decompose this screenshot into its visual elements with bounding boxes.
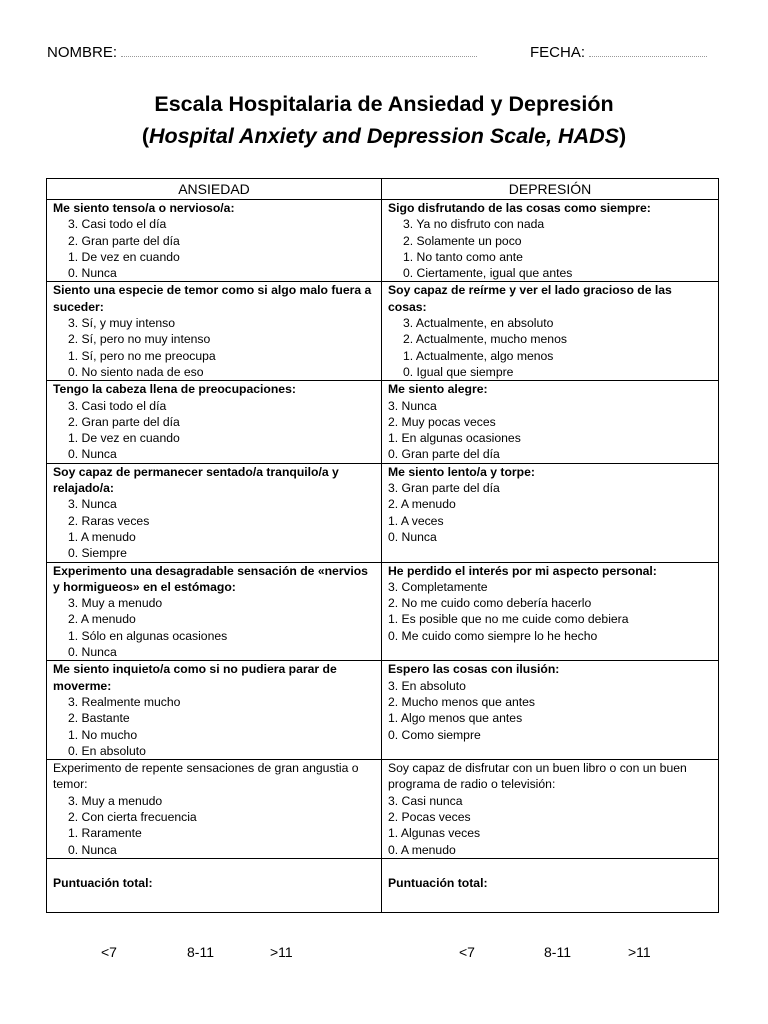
item-cell-anxiety <box>47 200 382 282</box>
item-cell-anxiety <box>47 661 382 760</box>
answer-option[interactable]: 0. Ciertamente, igual que antes <box>403 266 573 281</box>
answer-option[interactable]: 1. A veces <box>388 513 444 528</box>
range-low-anxiety: <7 <box>101 944 117 960</box>
table-row <box>47 562 719 661</box>
answer-option[interactable]: 2. No me cuido como debería hacerlo <box>388 596 592 611</box>
item-cell-anxiety <box>47 381 382 463</box>
page-subtitle: (Hospital Anxiety and Depression Scale, HADS) <box>141 124 627 148</box>
answer-option[interactable]: 2. Actualmente, mucho menos <box>403 332 567 347</box>
item-cell-depression <box>382 562 719 661</box>
answer-option[interactable]: 3. Gran parte del día <box>388 481 500 496</box>
question-text: Soy capaz de disfrutar con un buen libro o con un buen programa de radio o televisión: <box>388 761 687 792</box>
item-cell-anxiety <box>47 463 382 562</box>
answer-option[interactable]: 1. No tanto como ante <box>403 249 523 264</box>
answer-option[interactable]: 3. En absoluto <box>388 678 466 693</box>
answer-option[interactable]: 0. Nunca <box>68 447 117 462</box>
answer-option[interactable]: 3. Actualmente, en absoluto <box>403 316 554 331</box>
answer-option[interactable]: 1. Algunas veces <box>388 826 481 841</box>
col-header-depression: DEPRESIÓN <box>382 179 719 200</box>
range-high-anxiety: >11 <box>270 944 293 960</box>
answer-option[interactable]: 0. Nunca <box>68 842 117 857</box>
question-text: Sigo disfrutando de las cosas como siempre: <box>388 201 651 215</box>
answer-option[interactable]: 3. Ya no disfruto con nada <box>403 217 545 232</box>
range-high-depression: >11 <box>628 944 651 960</box>
question-text: Me siento alegre: <box>388 382 488 397</box>
answer-option[interactable]: 2. Muy pocas veces <box>388 414 496 429</box>
answer-option[interactable]: 0. Nunca <box>388 529 437 544</box>
answer-option[interactable]: 3. Nunca <box>68 497 117 512</box>
question-text: Experimento una desagradable sensación de «nervios y hormigueos» en el estómago: <box>53 563 368 594</box>
name-label: NOMBRE: <box>47 44 118 61</box>
question-text: Experimento de repente sensaciones de gran angustia o temor: <box>53 761 359 792</box>
question-text: Soy capaz de reírme y ver el lado gracioso de las cosas: <box>388 283 672 314</box>
answer-option[interactable]: 1. En algunas ocasiones <box>388 431 521 446</box>
answer-option[interactable]: 0. Nunca <box>68 645 117 660</box>
answer-option[interactable]: 2. Raras veces <box>68 513 150 528</box>
answer-option[interactable]: 2. Sí, pero no muy intenso <box>68 332 211 347</box>
item-cell-anxiety <box>47 562 382 661</box>
answer-option[interactable]: 3. Realmente mucho <box>68 694 181 709</box>
question-text: He perdido el interés por mi aspecto personal: <box>388 563 657 578</box>
range-mid-depression: 8-11 <box>544 944 571 960</box>
answer-option[interactable]: 0. A menudo <box>388 842 456 857</box>
hads-table <box>46 178 719 913</box>
question-text: Espero las cosas con ilusión: <box>388 662 560 677</box>
name-blank[interactable] <box>121 46 477 57</box>
answer-option[interactable]: 1. A menudo <box>68 529 136 544</box>
answer-option[interactable]: 1. Es posible que no me cuide como debiera <box>388 612 629 627</box>
answer-option[interactable]: 0. En absoluto <box>68 743 146 758</box>
item-cell-depression <box>382 661 719 760</box>
answer-option[interactable]: 2. Pocas veces <box>388 809 471 824</box>
page-title: Escala Hospitalaria de Ansiedad y Depresión <box>154 92 614 116</box>
table-row <box>47 760 719 859</box>
col-header-anxiety: ANSIEDAD <box>47 179 382 200</box>
item-cell-depression <box>382 200 719 282</box>
answer-option[interactable]: 1. Algo menos que antes <box>388 711 523 726</box>
answer-option[interactable]: 2. Bastante <box>68 711 130 726</box>
answer-option[interactable]: 0. Gran parte del día <box>388 447 500 462</box>
date-field <box>530 44 707 61</box>
subtitle-english: Hospital Anxiety and Depression Scale, HADS <box>149 124 619 148</box>
answer-option[interactable]: 3. Nunca <box>388 398 437 413</box>
answer-option[interactable]: 0. Nunca <box>68 266 117 281</box>
date-label: FECHA: <box>530 44 586 61</box>
answer-option[interactable]: 3. Muy a menudo <box>68 793 163 808</box>
answer-option[interactable]: 0. Como siempre <box>388 727 481 742</box>
answer-option[interactable]: 3. Muy a menudo <box>68 596 163 611</box>
item-cell-anxiety <box>47 282 382 381</box>
answer-option[interactable]: 3. Casi todo el día <box>68 398 167 413</box>
date-blank[interactable] <box>589 46 707 57</box>
table-row <box>47 381 719 463</box>
item-cell-depression <box>382 760 719 859</box>
question-text: Siento una especie de temor como si algo malo fuera a suceder: <box>53 283 372 314</box>
total-score-anxiety[interactable] <box>47 858 382 912</box>
total-score-depression[interactable] <box>382 858 719 912</box>
question-text: Soy capaz de permanecer sentado/a tranquilo/a y relajado/a: <box>53 464 339 496</box>
table-row <box>47 200 719 282</box>
answer-option[interactable]: 2. Gran parte del día <box>68 414 180 429</box>
question-text: Me siento inquieto/a como si no pudiera parar de moverme: <box>53 662 337 693</box>
answer-option[interactable]: 1. Actualmente, algo menos <box>403 348 554 363</box>
answer-option[interactable]: 0. Igual que siempre <box>403 364 514 379</box>
total-score-label: Puntuación total: <box>53 875 153 890</box>
question-text: Tengo la cabeza llena de preocupaciones: <box>53 382 296 397</box>
total-score-label: Puntuación total: <box>388 875 488 890</box>
answer-option[interactable]: 2. A menudo <box>388 497 456 512</box>
answer-option[interactable]: 1. De vez en cuando <box>68 431 180 446</box>
answer-option[interactable]: 3. Sí, y muy intenso <box>68 316 176 331</box>
answer-option[interactable]: 1. Raramente <box>68 826 142 841</box>
answer-option[interactable]: 1. No mucho <box>68 727 138 742</box>
table-row <box>47 282 719 381</box>
answer-option[interactable]: 2. Solamente un poco <box>403 233 522 248</box>
item-cell-depression <box>382 463 719 562</box>
range-mid-anxiety: 8-11 <box>187 944 214 960</box>
answer-option[interactable]: 0. Siempre <box>68 546 127 561</box>
answer-option[interactable]: 0. No siento nada de eso <box>68 364 204 379</box>
answer-option[interactable]: 1. Sí, pero no me preocupa <box>68 348 216 363</box>
answer-option[interactable]: 2. Con cierta frecuencia <box>68 809 197 824</box>
answer-option[interactable]: 1. Sólo en algunas ocasiones <box>68 628 228 643</box>
answer-option[interactable]: 3. Casi nunca <box>388 793 463 808</box>
answer-option[interactable]: 2. Mucho menos que antes <box>388 694 536 709</box>
answer-option[interactable]: 3. Casi todo el día <box>68 217 167 232</box>
range-low-depression: <7 <box>459 944 475 960</box>
question-text: Me siento tenso/a o nervioso/a: <box>53 201 235 215</box>
item-cell-anxiety <box>47 760 382 859</box>
name-field <box>47 44 477 61</box>
item-cell-depression <box>382 282 719 381</box>
answer-option[interactable]: 2. Gran parte del día <box>68 233 180 248</box>
table-row <box>47 463 719 562</box>
answer-option[interactable]: 3. Completamente <box>388 579 488 594</box>
table-row <box>47 661 719 760</box>
question-text: Me siento lento/a y torpe: <box>388 464 535 479</box>
answer-option[interactable]: 0. Me cuido como siempre lo he hecho <box>388 628 598 643</box>
answer-option[interactable]: 2. A menudo <box>68 612 136 627</box>
item-cell-depression <box>382 381 719 463</box>
answer-option[interactable]: 1. De vez en cuando <box>68 249 180 264</box>
